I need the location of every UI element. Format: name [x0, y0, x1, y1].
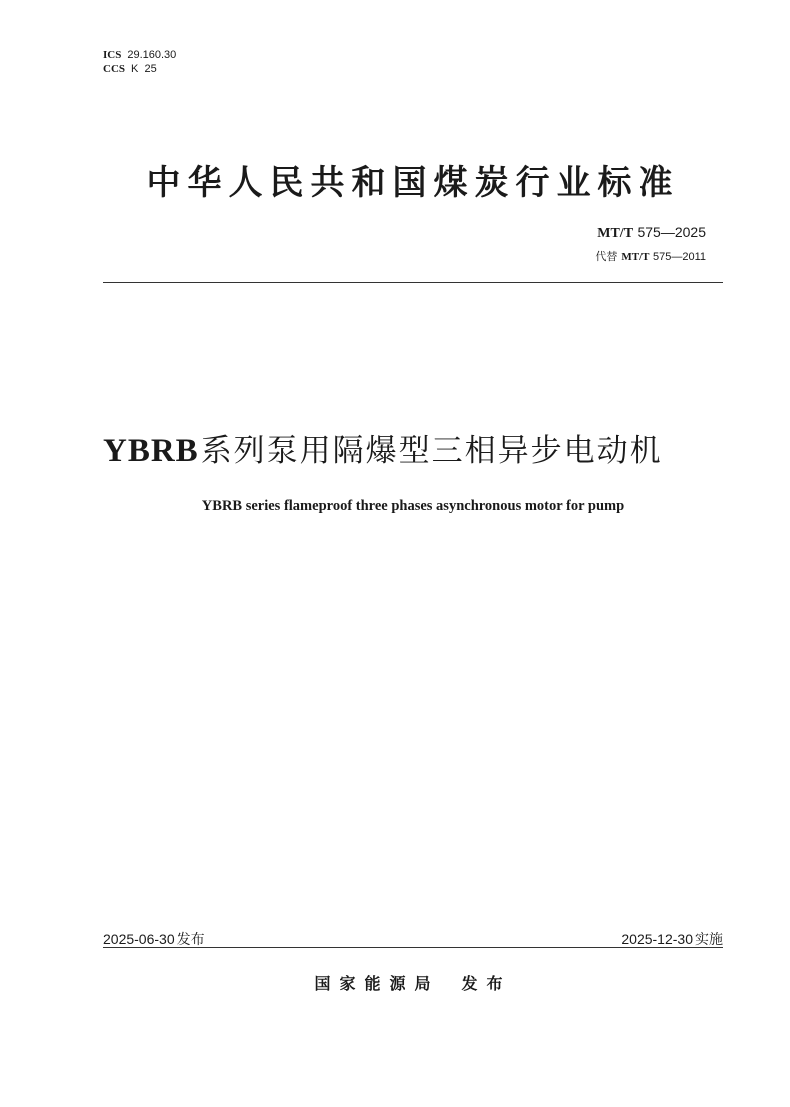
- footer-divider: [103, 947, 723, 948]
- title-english: YBRB series flameproof three phases asynchronous motor for pump: [201, 498, 625, 514]
- standard-number-prefix: MT/T: [597, 226, 634, 241]
- issuer-action: 发布: [461, 974, 512, 993]
- effective-date-block: [621, 929, 723, 949]
- replaces-prefix: MT/T: [621, 251, 650, 263]
- issue-label: 发布: [176, 932, 205, 948]
- classification-codes: [103, 48, 176, 76]
- standard-number-value: 575—2025: [637, 224, 706, 240]
- effective-label: 实施: [695, 932, 723, 948]
- issuer-line: [103, 971, 723, 994]
- header-divider: [103, 282, 723, 283]
- effective-date: 2025-12-30: [621, 931, 693, 947]
- issuer-organization: 国家能源局: [314, 974, 440, 993]
- issue-date-block: [103, 929, 205, 949]
- ccs-code-row: [103, 62, 176, 76]
- ccs-label: CCS: [103, 63, 126, 75]
- standard-header: 中华人民共和国煤炭行业标准: [146, 163, 680, 203]
- replaces-value: 575—2011: [652, 251, 706, 263]
- title-chinese-model: YBRB: [103, 433, 199, 469]
- replaces-label: 代替: [595, 250, 618, 263]
- ccs-value: K 25: [131, 63, 157, 75]
- issue-date: 2025-06-30: [103, 931, 175, 947]
- replaces-standard: [595, 248, 706, 264]
- ics-value: 29.160.30: [127, 49, 177, 61]
- title-chinese: [103, 425, 663, 470]
- standard-number: [597, 224, 706, 242]
- ics-code-row: [103, 48, 176, 62]
- ics-label: ICS: [103, 49, 122, 61]
- title-chinese-text: 系列泵用隔爆型三相异步电动机: [200, 433, 663, 469]
